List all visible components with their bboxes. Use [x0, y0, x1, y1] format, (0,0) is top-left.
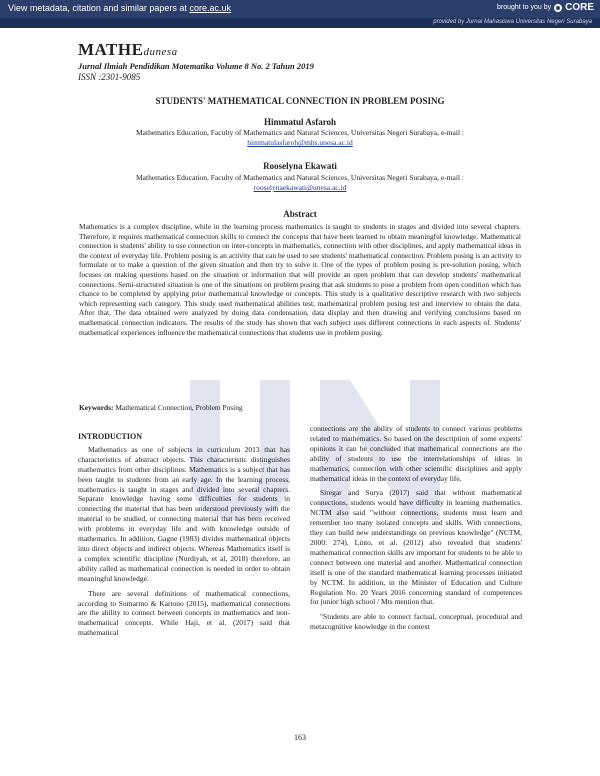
author-email-link[interactable]: himmatulasfaroh@mhs.unesa.ac.id	[247, 138, 353, 147]
paragraph: "Students are able to connect factual, conceptual, procedural and metacognitive knowledge in the context	[310, 612, 522, 632]
journal-volume: Volume 8 No. 2 Tahun 2019	[213, 61, 314, 71]
abstract-text: Mathematics is a complex discipline, while in the learning process mathematics is taught to students in stages and divided into several chapters. Therefore, it requires mathematical connection skills to connect the concepts that have been learned to obtain meaningful knowledge. Mathematical connection is students' ability to use connection on inter-concepts in mathematics, connection with other disciplines, and apply mathematical ideas in the context of everyday life. Problem posing is an activity that can be used to see students' mathematical connection. Problem posing is an activity to formulate or to make a question of the given situation and then try to solve it. One of the types of problem posing is pre-solution posing, which focuses on making questions based on the situation or information that will provide an open problem that can develop students' mathematical connections. Semi-structured situation is one of the situations on problem posing that ask students to pose a problem from open condition which has chance to be completed by applying prior mathematical knowledge or concepts. This study is a qualitative descriptive research with two subjects which representing each category. This study used mathematical abilities test, mathematical problem posing test and interview to obtain the data. After that, The data obtained were analyzed by doing data condensation, data display and then drawing and verifying conclusions based on mathematical connection indicators. The results of the study has shown that each subject uses different connections in each aspects of. Students' mathematical experiences influence the mathematical connections that students use in problem posing.	[79, 222, 521, 337]
core-ring-icon	[554, 4, 562, 12]
paper-title: STUDENTS' MATHEMATICAL CONNECTION IN PROBLEM POSING	[155, 96, 445, 106]
core-branding[interactable]	[497, 2, 594, 13]
keywords-list: Mathematical Connection, Problem Posing	[113, 403, 243, 412]
metadata-text: View metadata, citation and similar papers at	[8, 3, 190, 13]
author-name: Himmatul Asfaroh	[263, 117, 337, 127]
paragraph: Siregar and Surya (2017) said that without mathematical connections, students would have difficulty in learning mathematics. NCTM also said "without connections, students must learn and remember too many isolated concepts and skills. With connections, they can build new understandings on previous knowledge" (NCTM, 2000: 274). Linto, et al. (2012) also revealed that students' mathematical connection skills are important for students to be able to connect between one material and another. Mathematical connection itself is one of the standard mathematical learning processes initiated by NCTM. In addition, in the Minister of Education and Culture Regulation No. 20 Years 2016 concerning standard of competences for junior high school / Mts mention that.	[310, 488, 522, 607]
affiliation-text: Mathematics Education, Faculty of Mathematics and Natural Sciences, Universitas Negeri Surabaya, e-mail :	[135, 128, 465, 137]
page-number: 163	[294, 733, 306, 742]
author-affiliation	[70, 128, 530, 148]
metadata-notice[interactable]	[8, 3, 231, 13]
provided-by-text: provided by Jurnal Mahasiswa Universitas Negeri Surabaya	[433, 19, 592, 25]
journal-header	[78, 40, 314, 82]
core-top-bar	[0, 0, 600, 18]
paragraph: Mathematics as one of subjects in curriculum 2013 that has characteristics of abstract objects. This characteristic distinguishes mathematics from other disciplines. Mathematics is a subject that has been taught to students from an early age. In the learning process, mathematics is taught in stages and divided into several chapters. Separate knowledge having some difficulties for students in connecting the material that has been understood previously with the material to be studied, or connecting material that has been received with problems in everyday life and with knowledge outside of mathematics. In addition, Gagne (1983) divides mathematical objects into direct objects and indirect objects. Whereas Mathematics itself is a complex scientific discipline (Nurdiyah, et al, 2018) therefore, an ability called as mathematical connection is needed in order to obtain meaningful knowledge.	[78, 444, 290, 583]
keywords-label: Keywords:	[79, 403, 114, 412]
journal-issn: ISSN :2301-9085	[78, 72, 141, 82]
journal-volume-line	[78, 61, 314, 71]
journal-fullname: Jurnal Ilmiah Pendidikan Matematika	[78, 61, 214, 71]
provider-bar	[0, 18, 600, 28]
journal-name-main: MATHE	[78, 40, 144, 59]
core-logo: CORE	[565, 2, 594, 13]
author-name: Rooselyna Ekawati	[263, 161, 337, 171]
author-affiliation	[70, 173, 530, 193]
affiliation-text: Mathematics Education, Faculty of Mathematics and Natural Sciences, Universitas Negeri Surabaya, e-mail :	[135, 173, 465, 182]
abstract-heading: Abstract	[283, 209, 317, 219]
section-heading: INTRODUCTION	[78, 432, 143, 441]
paragraph: There are several definitions of mathematical connections, according to Sumarmo & Kartono (2015), mathematical connections are the ability to connect between concepts in mathematics and non-mathematical concepts. While Haji, et al. (2017) said that mathematical	[78, 588, 290, 638]
journal-name-suffix: dunesa	[143, 46, 178, 58]
brought-by-text: brought to you by	[497, 4, 552, 11]
paragraph: connections are the ability of students to connect various problems related to mathematics. So based on the description of some experts' opinions it can be concluded that mathematical connections are the ability of students to use the interrelationships of ideas in mathematics, connection with other scientific disciplines and apply mathematical ideas in the context of everyday life.	[310, 424, 522, 483]
core-link[interactable]: core.ac.uk	[189, 3, 231, 13]
keywords	[79, 403, 521, 412]
right-column	[310, 424, 522, 637]
left-column	[78, 432, 290, 643]
author-email-link[interactable]: rooselynaekawati@unesa.ac.id	[253, 183, 347, 192]
journal-name	[78, 40, 314, 60]
